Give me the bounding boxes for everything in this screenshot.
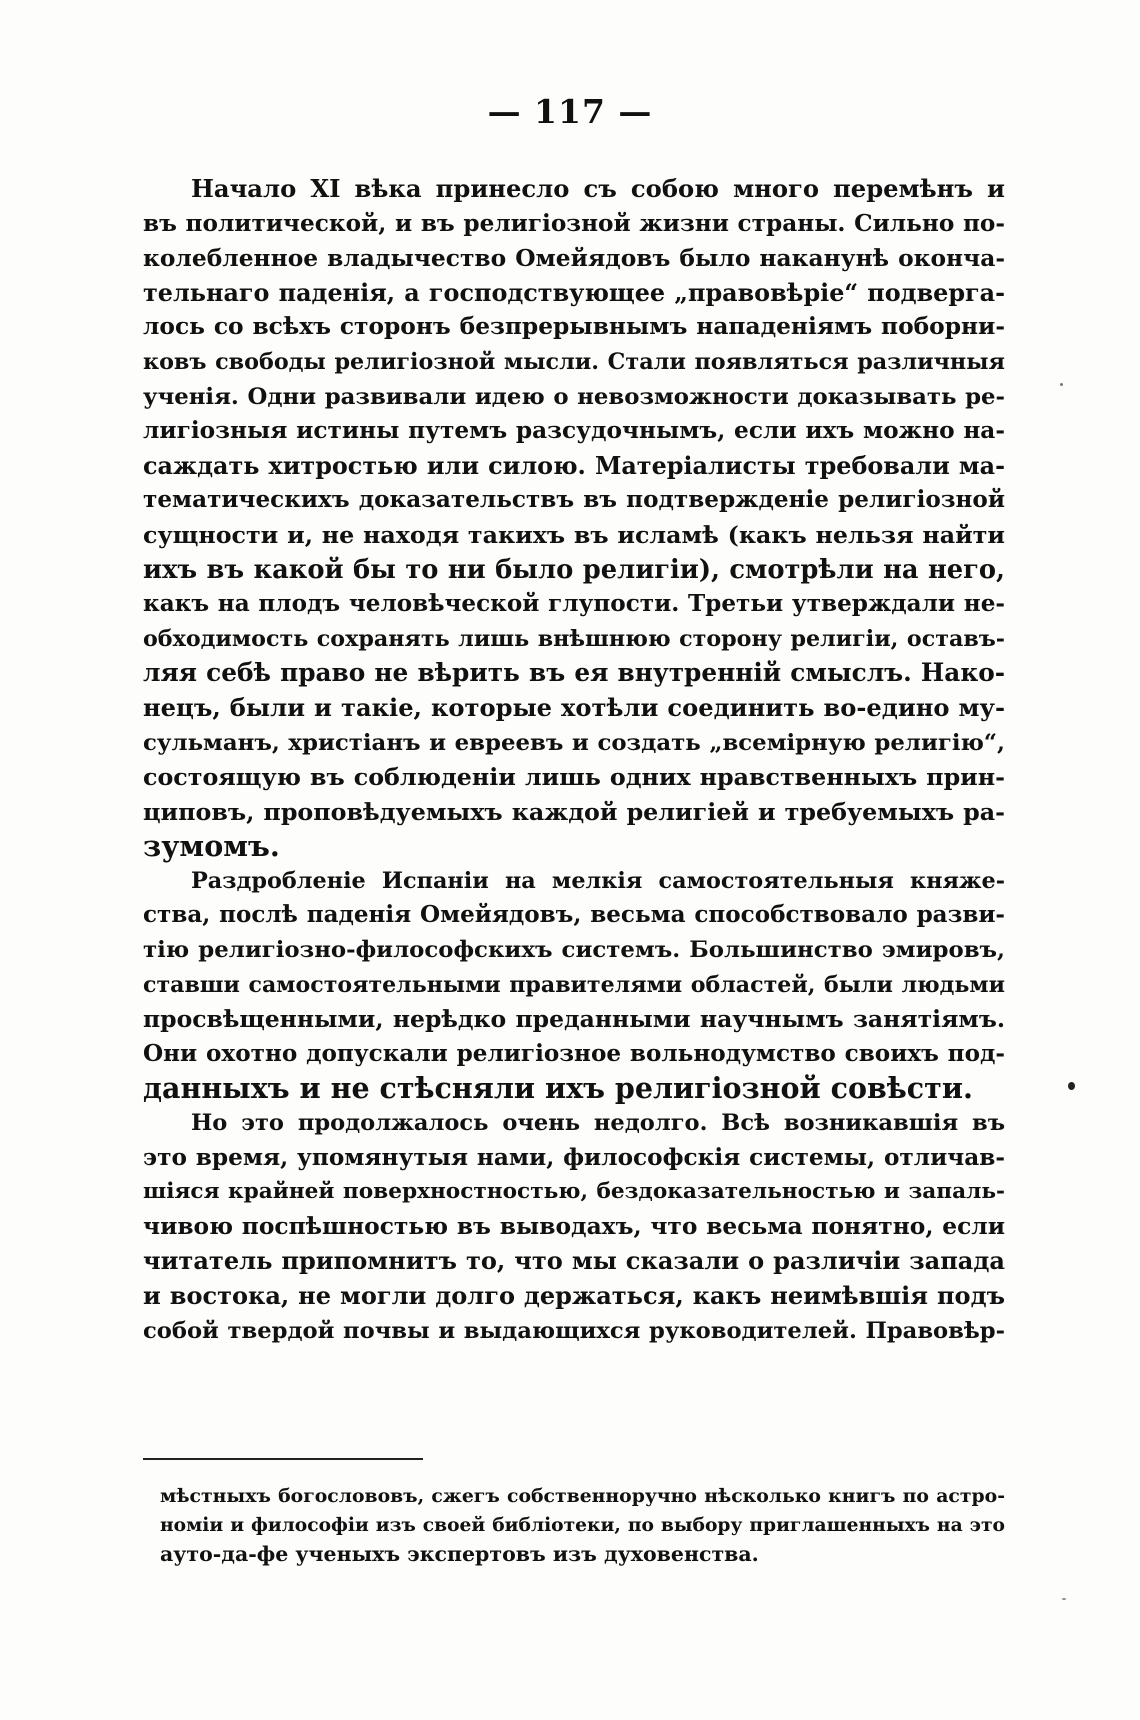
text-line: какъ на плодъ человѣческой глупости. Третьи утверждали не- [143, 590, 1005, 618]
footnote-line: мѣстныхъ богослововъ, сжегъ собственноручно нѣсколько книгъ по астро- [160, 1485, 1005, 1507]
text-line: Раздробленіе Испаніи на мелкія самостоятельныя княже- [191, 867, 1005, 894]
main-text [143, 172, 1005, 1348]
text-line: сульманъ, христіанъ и евреевъ и создать „всемірную религію“, [143, 729, 1005, 756]
text-line: Но это продолжалось очень недолго. Всѣ возникавшія въ [191, 1110, 1005, 1137]
text-line: данныхъ и не стѣсняли ихъ религіозной совѣсти. [143, 1071, 973, 1106]
text-line: чивою поспѣшностью въ выводахъ, что весьма понятно, если [143, 1212, 1005, 1240]
text-line: циповъ, проповѣдуемыхъ каждой религіей и требуемыхъ ра- [143, 797, 1005, 826]
text-line: состоящую въ соблюденіи лишь одних нравственныхъ прин- [143, 763, 1005, 792]
text-line: ставши самостоятельными правителями областей, были людьми [143, 971, 1005, 998]
text-line: читатель припомнитъ то, что мы сказали о различіи запада [143, 1246, 1005, 1276]
text-line: ства, послѣ паденія Омейядовъ, весьма способствовало разви- [143, 901, 1005, 929]
text-line: Начало XI вѣка принесло съ собою много перемѣнъ и [191, 174, 1005, 203]
text-line: тельнаго паденія, а господствующее „правовѣріе“ подверга- [143, 278, 1005, 307]
ink-speck [1060, 383, 1063, 386]
text-line: колебленное владычество Омейядовъ было наканунѣ оконча- [143, 244, 1005, 273]
text-line: саждать хитростью или силою. Матеріалисты требовали ма- [143, 451, 1005, 480]
text-line: ихъ въ какой бы то ни было религіи), смотрѣли на него, [143, 554, 1005, 585]
footnote-separator [143, 1458, 423, 1460]
text-line: просвѣщенными, нерѣдко преданными научнымъ занятіямъ. [143, 1005, 1005, 1034]
text-line: нецъ, были и такіе, которые хотѣли соединить во-едино му- [143, 692, 1005, 722]
text-line: ляя себѣ право не вѣрить въ ея внутренній смыслъ. Нако- [143, 658, 1005, 688]
text-line: и востока, не могли долго держаться, какъ неимѣвшія подъ [143, 1281, 1005, 1310]
text-line: лось со всѣхъ сторонъ безпрерывнымъ нападеніямъ поборни- [143, 313, 1005, 341]
text-line: собой твердой почвы и выдающихся руководителей. Правовѣр- [143, 1317, 1005, 1344]
text-line: зумомъ. [143, 829, 280, 864]
text-line: ковъ свободы религіозной мысли. Стали появляться различныя [143, 348, 1005, 375]
text-line: ученія. Одни развивали идею о невозможности доказывать ре- [143, 383, 1005, 410]
text-line: Они охотно допускали религіозное вольнодумство своихъ под- [143, 1039, 1005, 1067]
text-line: въ политической, и въ религіозной жизни страны. Сильно по- [143, 209, 1005, 237]
text-line: тію религіозно-философскихъ системъ. Большинство эмировъ, [143, 937, 1005, 964]
footnote [160, 1482, 1005, 1569]
text-line: шіяся крайней поверхностностью, бездоказательностью и запаль- [143, 1179, 1005, 1205]
ink-speck [1068, 1082, 1075, 1090]
text-line: сущности и, не находя такихъ въ исламѣ (какъ нельзя найти [143, 520, 1005, 549]
footnote-line: номіи и философіи изъ своей библіотеки, по выбору приглашенныхъ на это [160, 1514, 1005, 1536]
page-number: — 117 — [487, 92, 653, 131]
ink-speck [1062, 1598, 1066, 1600]
footnote-line: ауто-да-фе ученыхъ экспертовъ изъ духовенства. [160, 1542, 759, 1566]
text-line: это время, упомянутыя нами, философскія системы, отличав- [143, 1143, 1005, 1171]
text-line: обходимость сохранять лишь внѣшнюю сторону религіи, оставъ- [143, 625, 1005, 652]
text-line: лигіозныя истины путемъ разсудочнымъ, если ихъ можно на- [143, 417, 1005, 445]
text-line: тематическихъ доказательствъ въ подтвержденіе религіозной [143, 486, 1005, 514]
